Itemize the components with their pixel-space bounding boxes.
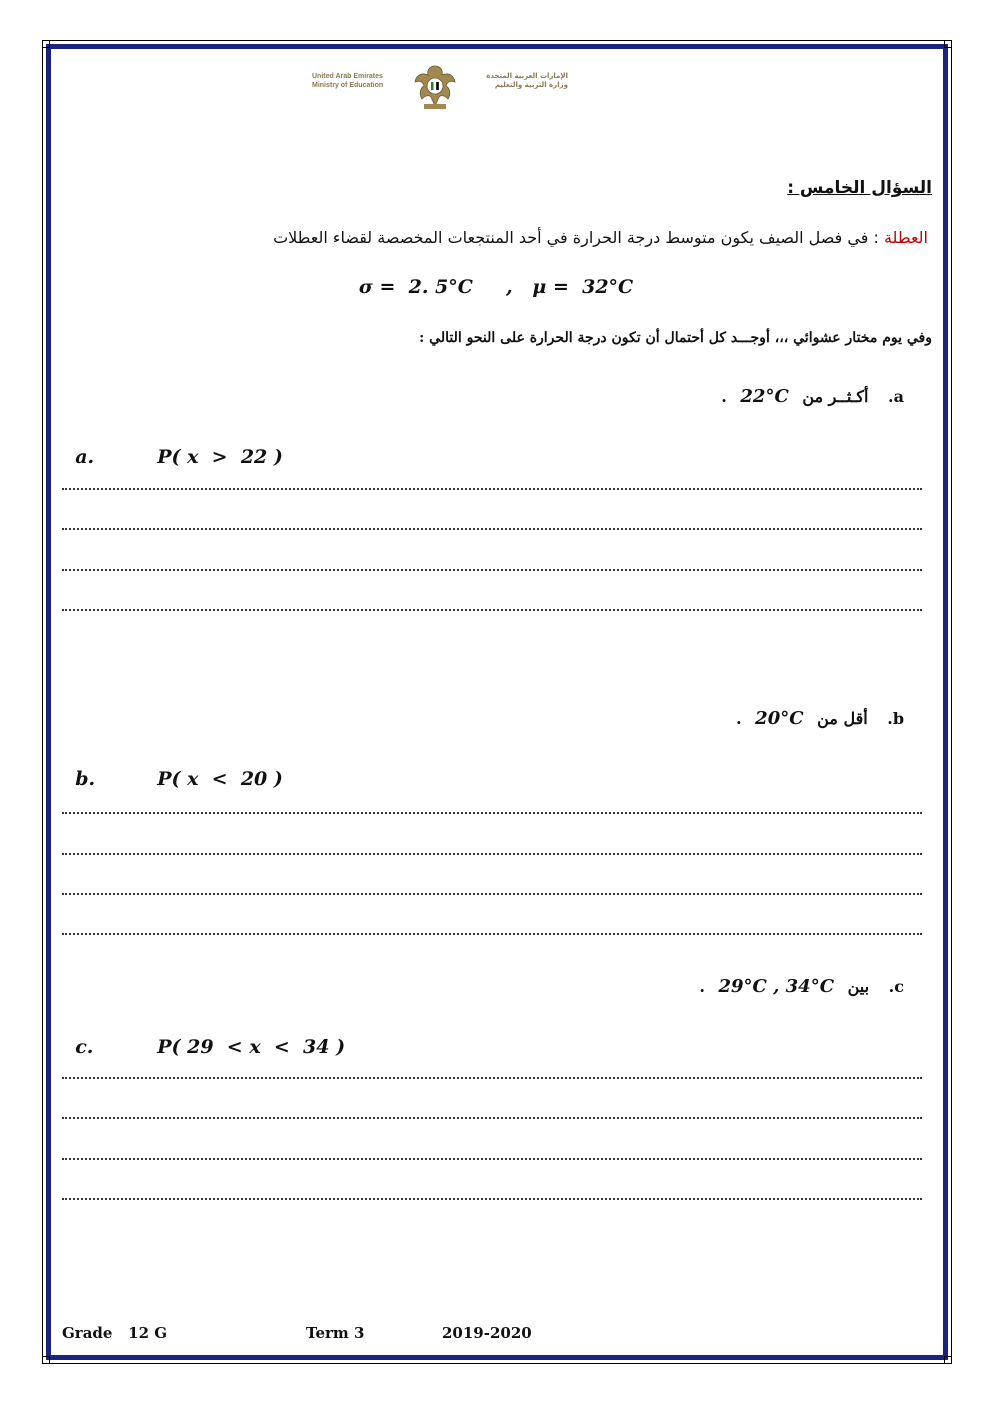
ministry-name-en-line1: United Arab Emirates (312, 73, 383, 80)
answer-line[interactable] (62, 853, 922, 855)
uae-emblem-icon (412, 62, 458, 112)
part-c-marker: c. (888, 977, 904, 996)
part-b-expr: P( x < 20 ) (157, 768, 283, 790)
part-c-statement (699, 976, 904, 997)
part-a-expr: P( x > 22 ) (157, 446, 283, 468)
ministry-header (310, 62, 570, 114)
border-corner (42, 40, 50, 48)
answer-line[interactable] (62, 1198, 922, 1200)
answer-line[interactable] (62, 1117, 922, 1119)
part-a-expr-label: a. (75, 446, 95, 468)
border-corner (944, 1356, 952, 1364)
part-c-text: بين (847, 977, 870, 996)
part-c-expression (62, 1014, 345, 1058)
answer-line[interactable] (62, 609, 922, 611)
answer-line[interactable] (62, 933, 922, 935)
answer-line[interactable] (62, 893, 922, 895)
answer-line[interactable] (62, 569, 922, 571)
border-corner (944, 40, 952, 48)
question-title: السؤال الخامس : (787, 178, 932, 198)
question-premise (273, 228, 928, 247)
ministry-name-ar-line2: وزارة التربية والتعليم (494, 81, 568, 89)
premise-text: : في فصل الصيف يكون متوسط درجة الحرارة في أحد المنتجعات المخصصة لقضاء العطلات (273, 228, 884, 247)
part-a-text: أكـثــر من (802, 387, 869, 406)
footer-year: 2019-2020 (442, 1324, 532, 1342)
part-a-statement (721, 386, 904, 407)
part-a-expression (62, 424, 283, 468)
answer-line[interactable] (62, 1077, 922, 1079)
part-b-end: . (736, 709, 742, 728)
distribution-parameters: σ = 2. 5°C , μ = 32°C (358, 276, 634, 298)
part-b-text: أقل من (817, 709, 868, 728)
ministry-name-ar-line1: الإمارات العربية المتحدة (486, 72, 568, 80)
part-c-temperature: 29°C , 34°C (718, 976, 835, 997)
footer-grade: Grade 12 G (62, 1324, 168, 1342)
answer-line[interactable] (62, 1158, 922, 1160)
question-instruction: وفي يوم مختار عشوائي ،،، أوجـــد كل أحتمال أن تكون درجة الحرارة على النحو التالي : (419, 330, 932, 346)
premise-label: العطلة (883, 228, 928, 247)
part-c-expr: P( 29 < x < 34 ) (157, 1036, 346, 1058)
part-b-temperature: 20°C (755, 708, 804, 729)
part-b-marker: b. (887, 709, 904, 728)
answer-line[interactable] (62, 812, 922, 814)
answer-line[interactable] (62, 528, 922, 530)
ministry-name-en-line2: Ministry of Education (312, 82, 384, 89)
part-c-expr-label: c. (75, 1036, 94, 1058)
footer-term: Term 3 (306, 1324, 365, 1342)
part-b-expr-label: b. (75, 768, 96, 790)
ministry-name-en (312, 72, 383, 90)
part-b-expression (62, 746, 283, 790)
answer-line[interactable] (62, 488, 922, 490)
part-a-temperature: 22°C (740, 386, 789, 407)
ministry-name-ar (486, 72, 568, 90)
part-a-marker: a. (888, 387, 904, 406)
part-a-end: . (721, 387, 727, 406)
part-c-end: . (699, 977, 705, 996)
border-corner (42, 1356, 50, 1364)
part-b-statement (736, 708, 904, 729)
